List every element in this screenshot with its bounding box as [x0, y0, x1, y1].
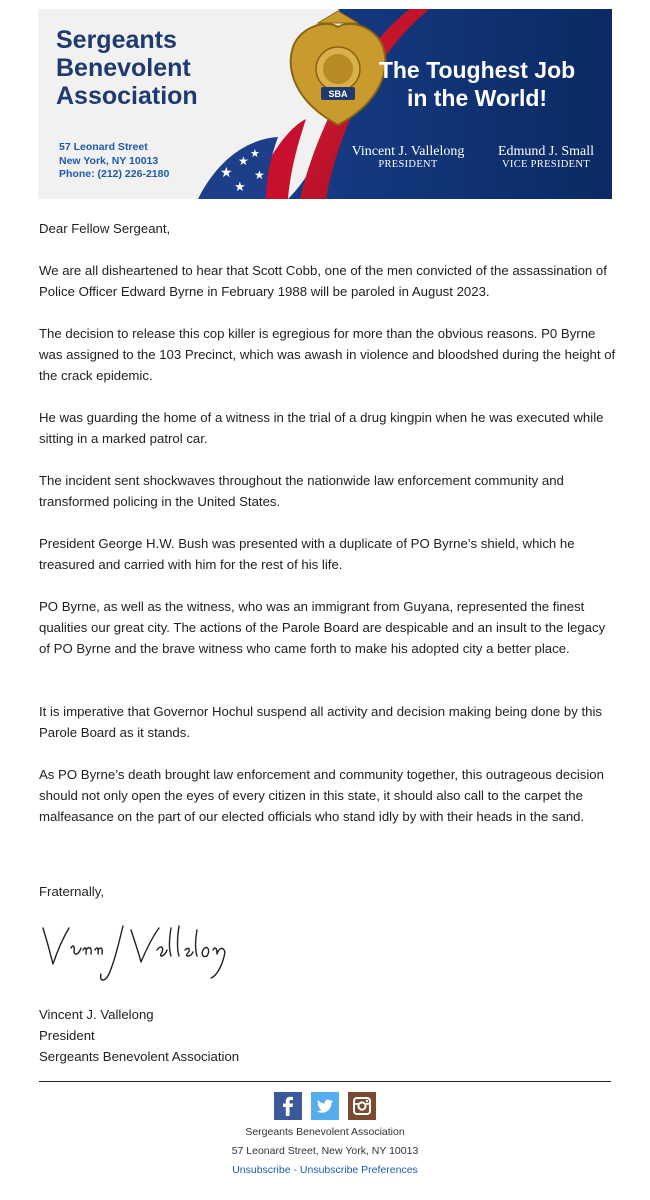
- vice-president-name: Edmund J. Small: [497, 144, 595, 159]
- address-city: New York, NY 10013: [59, 154, 159, 167]
- footer-unsubscribe-row: [0, 1161, 650, 1180]
- letter-paragraph-7: It is imperative that Governor Hochul suspend all activity and decision making being done by this Parole Board as it stands.: [39, 704, 602, 740]
- twitter-icon[interactable]: [311, 1092, 339, 1120]
- tagline: [372, 56, 582, 112]
- svg-text:★: ★: [234, 180, 246, 195]
- header-banner: [38, 9, 612, 199]
- letter-paragraph-1: We are all disheartened to hear that Scott Cobb, one of the men convicted of the assassination of Police Officer Edward Byrne in February 1988 will be paroled in August 2023.: [39, 263, 607, 299]
- instagram-icon[interactable]: [348, 1092, 376, 1120]
- vice-president-title: VICE PRESIDENT: [502, 159, 590, 170]
- unsubscribe-separator: -: [293, 1164, 297, 1176]
- letter-greeting: Dear Fellow Sergeant,: [39, 221, 171, 236]
- handwritten-signature: [39, 916, 229, 991]
- signature-block: [39, 1004, 239, 1067]
- letter-paragraph-5: President George H.W. Bush was presented with a duplicate of PO Byrne’s shield, which he treasured and carried with him for the rest of his life.: [39, 536, 575, 572]
- letter-paragraph-2: The decision to release this cop killer is egregious for more than the obvious reasons. P0 Byrne was assigned to the 103 Precinct, which was awash in violence and bloodshed during the height of the crack epidemic.: [39, 326, 616, 383]
- svg-text:★: ★: [238, 154, 249, 168]
- tagline-line2: in the World!: [406, 85, 548, 111]
- signer-name: Vincent J. Vallelong: [39, 1007, 154, 1022]
- footer-address: 57 Leonard Street, New York, NY 10013: [231, 1145, 419, 1157]
- footer-org: Sergeants Benevolent Association: [245, 1126, 405, 1138]
- letter-paragraph-6: PO Byrne, as well as the witness, who was an immigrant from Guyana, represented the finest qualities our great city. The actions of the Parole Board are despicable and an insult to the legacy of PO Byrne and the brave witness who came forth to make his adopted city a better place.: [39, 599, 606, 656]
- footer-divider: [39, 1081, 611, 1082]
- letter-paragraph-4: The incident sent shockwaves throughout the nationwide law enforcement community and transformed policing in the United States.: [39, 473, 564, 509]
- letter-closing: Fraternally,: [39, 884, 104, 899]
- signer-organization: Sergeants Benevolent Association: [39, 1049, 240, 1064]
- header-address: [59, 141, 169, 182]
- president-block: [338, 144, 478, 171]
- president-title: PRESIDENT: [378, 159, 438, 170]
- svg-text:★: ★: [254, 168, 265, 182]
- badge-label: SBA: [328, 89, 348, 99]
- social-links: [0, 1092, 650, 1120]
- signer-title: President: [39, 1028, 95, 1043]
- svg-text:★: ★: [250, 147, 260, 160]
- org-name-line2: Benevolent: [56, 54, 191, 82]
- facebook-icon[interactable]: [274, 1092, 302, 1120]
- unsubscribe-preferences-link[interactable]: Unsubscribe Preferences: [299, 1164, 418, 1176]
- vice-president-block: [486, 144, 606, 171]
- org-name: [56, 26, 198, 110]
- svg-text:★: ★: [220, 165, 233, 181]
- org-name-line3: Association: [56, 82, 198, 110]
- org-name-line1: Sergeants: [56, 26, 177, 54]
- letter-paragraph-8: As PO Byrne’s death brought law enforcement and community together, this outrageous decision should not only open the eyes of every citizen in this state, it should also call to the carpet the malfeasance on the part of our elected officials who stand idly by with their heads in the sand.: [39, 767, 604, 824]
- president-name: Vincent J. Vallelong: [351, 144, 465, 159]
- unsubscribe-link[interactable]: Unsubscribe: [232, 1164, 291, 1176]
- letter-paragraph-3: He was guarding the home of a witness in the trial of a drug kingpin when he was executed while sitting in a marked patrol car.: [39, 410, 604, 446]
- address-phone: Phone: (212) 226-2180: [59, 168, 170, 180]
- address-street: 57 Leonard Street: [59, 141, 148, 153]
- tagline-line1: The Toughest Job: [378, 57, 576, 83]
